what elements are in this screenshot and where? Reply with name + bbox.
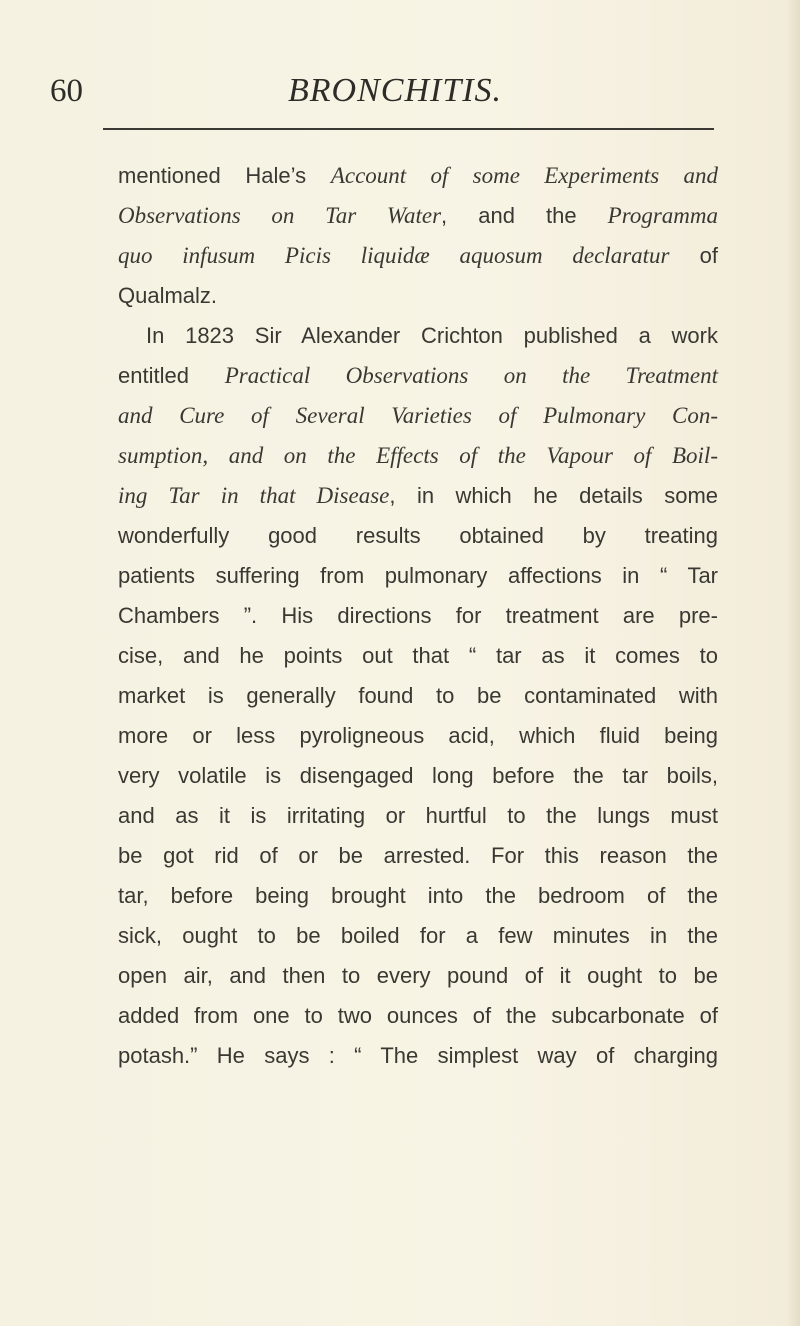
text-line (118, 716, 718, 756)
italic-text-segment: ing Tar in that Disease (118, 483, 390, 508)
text-line (118, 916, 718, 956)
text-segment: wonderfully good results obtained by treating (118, 523, 718, 548)
page-number: 60 (50, 73, 83, 109)
header-rule (103, 128, 714, 130)
text-segment: open air, and then to every pound of it ought to be (118, 963, 718, 988)
page-edge-shadow (786, 0, 800, 1326)
text-line (118, 316, 718, 356)
text-segment: of (669, 243, 718, 268)
text-segment: cise, and he points out that “ tar as it comes to (118, 643, 718, 668)
text-segment: potash.” He says : “ The simplest way of charging (118, 1043, 718, 1068)
text-line (118, 196, 718, 236)
running-title: BRONCHITIS. (288, 72, 503, 109)
text-line (118, 796, 718, 836)
text-line (118, 436, 718, 476)
text-line (118, 1036, 718, 1076)
text-segment: be got rid of or be arrested. For this reason the (118, 843, 718, 868)
italic-text-segment: sumption, and on the Effects of the Vapour of Boil- (118, 443, 718, 468)
running-head (50, 72, 730, 112)
text-line (118, 356, 718, 396)
text-segment: Qualmalz. (118, 283, 218, 308)
text-segment: Chambers ”. His directions for treatment are pre- (118, 603, 718, 628)
text-segment: and as it is irritating or hurtful to the lungs must (118, 803, 718, 828)
italic-text-segment: Programma (607, 203, 718, 228)
text-segment: more or less pyroligneous acid, which fluid being (118, 723, 718, 748)
text-segment: market is generally found to be contaminated with (118, 683, 718, 708)
italic-text-segment: Observations on Tar Water (118, 203, 442, 228)
text-segment: mentioned Hale’s (118, 163, 331, 188)
text-line (118, 476, 718, 516)
text-line (118, 156, 718, 196)
text-segment: , and the (441, 203, 608, 228)
italic-text-segment: and Cure of Several Varieties of Pulmonary Con- (118, 403, 718, 428)
text-line (118, 836, 718, 876)
italic-text-segment: Account of some Experiments and (330, 163, 719, 188)
text-segment: tar, before being brought into the bedroom of the (118, 883, 718, 908)
text-line (118, 676, 718, 716)
text-segment: , in which he details some (389, 483, 719, 508)
text-line (118, 396, 718, 436)
text-line (118, 556, 718, 596)
text-segment: In 1823 Sir Alexander Crichton published a work (146, 323, 718, 348)
text-segment: added from one to two ounces of the subcarbonate of (118, 1003, 718, 1028)
italic-text-segment: Practical Observations on the Treatment (224, 363, 718, 388)
text-line (118, 596, 718, 636)
text-line (118, 996, 718, 1036)
text-segment: sick, ought to be boiled for a few minutes in the (118, 923, 718, 948)
text-segment: patients suffering from pulmonary affections in “ Tar (118, 563, 718, 588)
text-line (118, 956, 718, 996)
text-segment: entitled (118, 363, 225, 388)
text-line (118, 756, 718, 796)
text-line (118, 516, 718, 556)
text-line (118, 236, 718, 276)
text-line (118, 636, 718, 676)
text-segment: very volatile is disengaged long before the tar boils, (118, 763, 718, 788)
body-text (118, 156, 718, 1076)
text-line (118, 876, 718, 916)
italic-text-segment: quo infusum Picis liquidæ aquosum declaratur (118, 243, 670, 268)
text-line (118, 276, 718, 316)
